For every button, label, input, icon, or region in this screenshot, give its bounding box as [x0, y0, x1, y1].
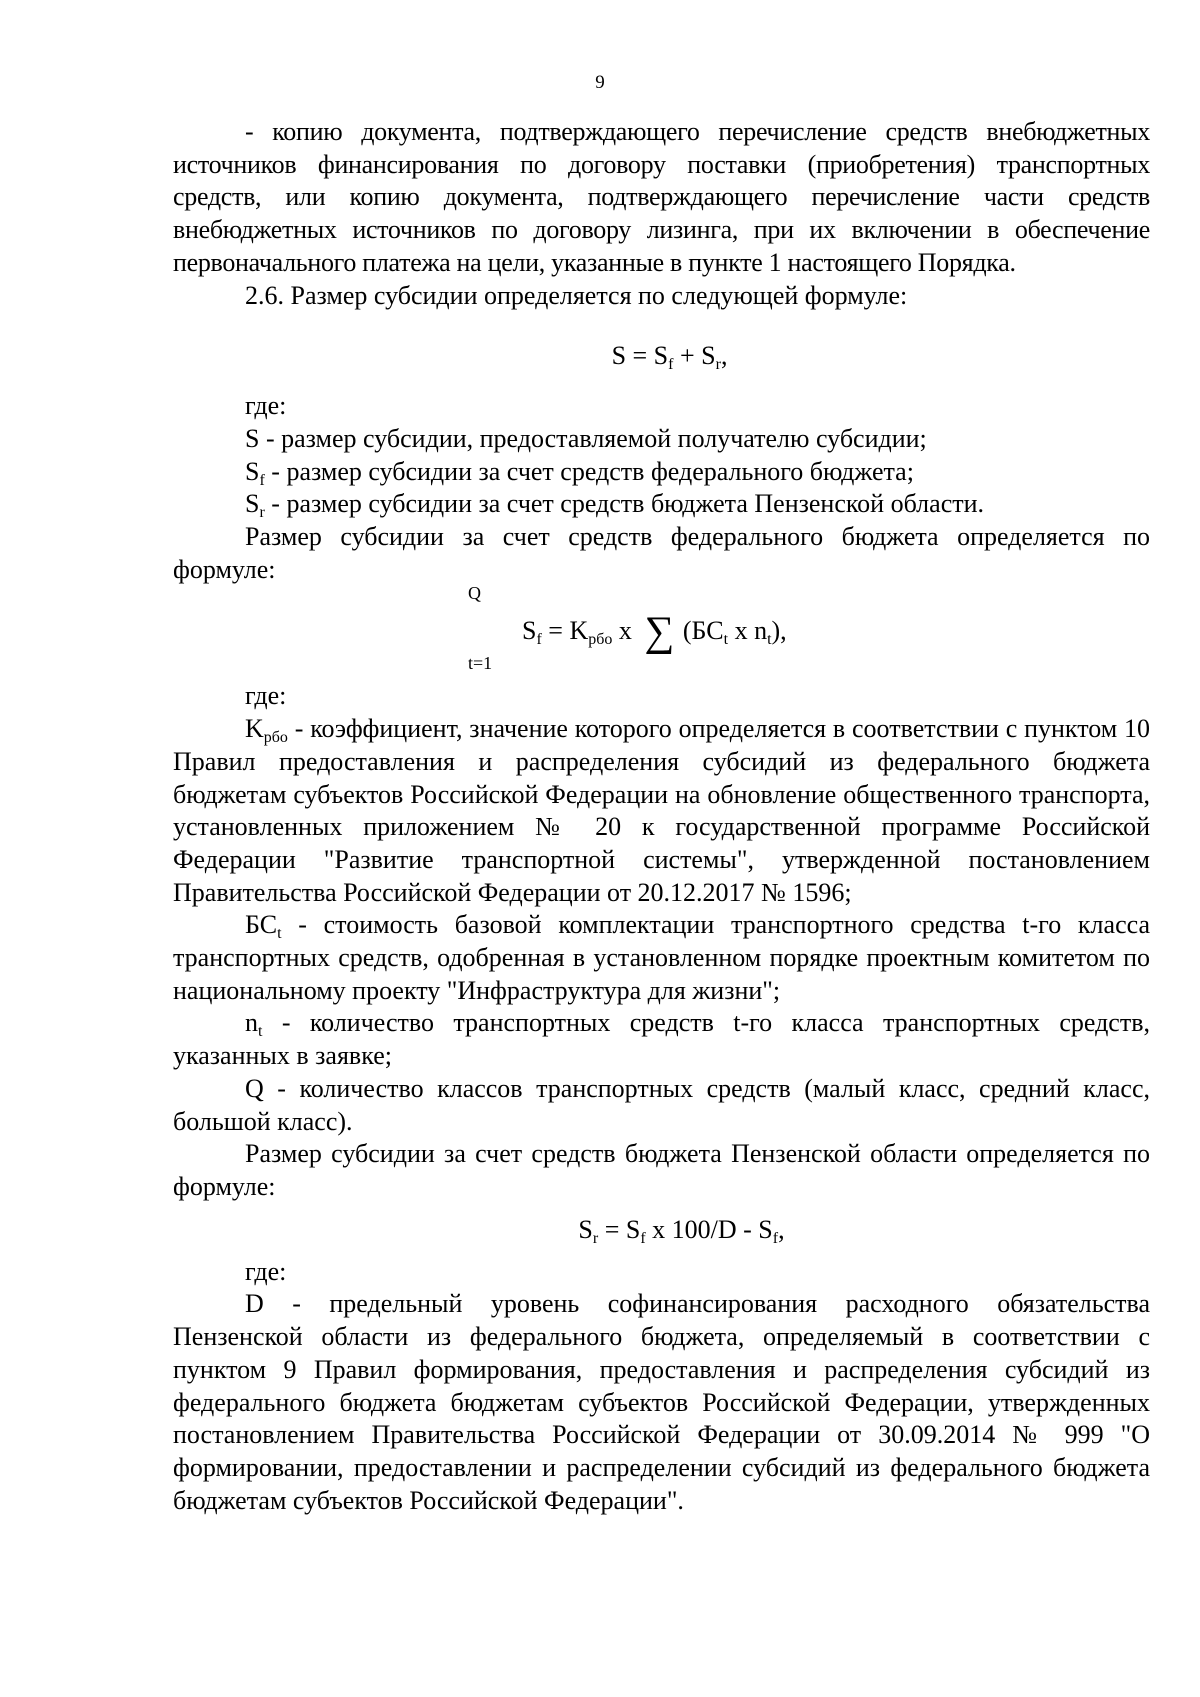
- definition-bc-t: $БС_t$ - стоимость базовой комплектации транспортного средства t-го класса транспортных средств, одобренная в установленном порядке проектным комитетом по национальному проекту "Инфраструктура для жизни";: [173, 910, 1150, 1005]
- where-label-1: где:: [245, 391, 287, 421]
- paragraph-federal-formula-intro: Размер субсидии за счет средств федерального бюджета определяется по формуле:: [173, 522, 1150, 584]
- definition-sf: $S_f$ - размер субсидии за счет средств федерального бюджета;: [245, 456, 914, 489]
- definition-s: S - размер субсидии, предоставляемой получателю субсидии;: [245, 423, 927, 453]
- sum-upper-limit: Q: [468, 583, 481, 604]
- definition-sr: $S_r$ - размер субсидии за счет средств бюджета Пензенской области.: [245, 489, 985, 522]
- formula-total-subsidy: $S = S_f + S_r$,: [611, 341, 728, 374]
- formula-federal-expression: $S_f = K_{рбо}$ x ∑ ($БС_t$ x $n_t$),: [522, 609, 787, 656]
- paragraph-2-6: 2.6. Размер субсидии определяется по следующей формуле:: [245, 280, 908, 310]
- formula-regional-subsidy: $S_r = S_f$ x $100/D - S_f$,: [578, 1214, 785, 1247]
- document-body: [173, 116, 1150, 1517]
- formula-federal-subsidy: [173, 583, 1150, 680]
- sum-sign: ∑: [644, 609, 675, 656]
- page-number: 9: [595, 72, 605, 93]
- definition-d: D - предельный уровень софинансирования расходного обязательства Пензенской области из федерального бюджета, определяемый в соответствии с пунктом 9 Правил формирования, предоставления и распределения субсидий из федерального бюджета бюджетам субъектов Российской Федерации, утвержденных постановлением Правительства Российской Федерации от 30.09.2014 № 999 "О формировании, предоставлении и распределении субсидий из федерального бюджета бюджетам субъектов Российской Федерации".: [173, 1289, 1150, 1515]
- paragraph-regional-formula-intro: Размер субсидии за счет средств бюджета Пензенской области определяется по формуле:: [173, 1139, 1150, 1201]
- where-label-2: где:: [245, 681, 287, 711]
- paragraph-documents-copy: - копию документа, подтверждающего перечисление средств внебюджетных источников финансирования по договору поставки (приобретения) транспортных средств, или копию документа, подтверждающего перечисление части средств внебюджетных источников по договору лизинга, при их включении в обеспечение первоначального платежа на цели, указанные в пункте 1 настоящего Порядка.: [173, 117, 1150, 277]
- definition-k-rbo: $K_{рбо}$ - коэффициент, значение которого определяется в соответствии с пунктом 10 Правил предоставления и распределения субсидий из федерального бюджета бюджетам субъектов Российской Федерации на обновление общественного транспорта, установленных приложением № 20 к государственной программе Российской Федерации "Развитие транспортной системы", утвержденной постановлением Правительства Российской Федерации от 20.12.2017 № 1596;: [173, 714, 1150, 907]
- where-label-3: где:: [245, 1256, 287, 1286]
- sum-lower-limit: t=1: [468, 653, 493, 674]
- definition-n-t: $n_t$ - количество транспортных средств t-го класса транспортных средств, указанных в заявке;: [173, 1008, 1150, 1071]
- definition-q: Q - количество классов транспортных средств (малый класс, средний класс, большой класс).: [173, 1073, 1150, 1136]
